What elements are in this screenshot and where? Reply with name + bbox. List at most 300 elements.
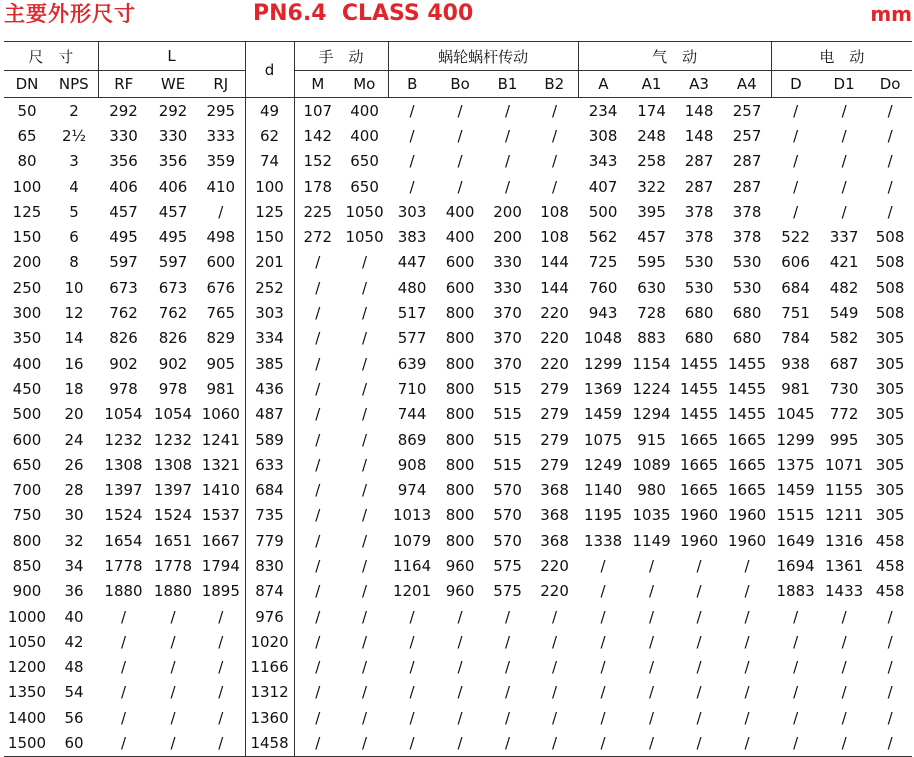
cell-a1: / [649, 658, 655, 677]
cell-m: / [315, 405, 321, 424]
cell-a3: / [696, 607, 702, 626]
cell-a1: 258 [637, 152, 666, 171]
cell-a1: 1089 [632, 455, 671, 474]
cell-d: 62 [245, 123, 294, 148]
cell-b: / [409, 683, 415, 702]
cell-a: 1459 [583, 405, 623, 424]
cell-rj: 295 [206, 101, 236, 120]
cell-we: 1054 [153, 405, 193, 424]
cell-mo: / [362, 304, 368, 323]
cell-d: 522 [781, 228, 810, 247]
cell-b: 1164 [392, 556, 432, 575]
cell-b1: 515 [493, 405, 522, 424]
cell-dn: 500 [12, 405, 42, 424]
cell-a: 562 [588, 228, 618, 247]
cell-mo: 1050 [345, 228, 384, 247]
cell-rf: 1054 [104, 405, 143, 424]
cell-rj: / [218, 632, 224, 651]
cell-a4: / [723, 730, 771, 756]
cell-bo: 400 [445, 228, 475, 247]
cell-rf: 1524 [104, 506, 143, 525]
cell-a1: 630 [637, 278, 666, 297]
cell-m: / [315, 253, 321, 272]
cell-rj: 1410 [201, 481, 240, 500]
cell-bo: / [457, 152, 463, 171]
cell-bo: 800 [445, 405, 475, 424]
cell-d: 385 [245, 351, 294, 376]
cell-do: 305 [875, 379, 905, 398]
cell-do: 305 [875, 481, 905, 500]
cell-rj: / [218, 683, 224, 702]
cell-d1: 1316 [825, 531, 864, 550]
cell-b1: 330 [493, 278, 522, 297]
cell-nps: 4 [69, 177, 79, 196]
cell-do: / [887, 152, 893, 171]
cell-a3: 1455 [679, 379, 719, 398]
cell-dn: 600 [12, 430, 42, 449]
cell-d: / [793, 126, 799, 145]
cell-m: 225 [303, 202, 333, 221]
column-header-d1: D1 [820, 71, 868, 98]
cell-d: 1299 [776, 430, 815, 449]
cell-a4: / [744, 658, 750, 677]
cell-we: 292 [158, 101, 188, 120]
cell-we: 1232 [153, 430, 193, 449]
cell-do: 305 [875, 329, 905, 348]
cell-d: 49 [245, 98, 294, 124]
cell-mo: / [362, 582, 368, 601]
cell-b2: / [552, 177, 558, 196]
cell-a1: / [628, 730, 675, 756]
cell-dn: 250 [12, 278, 42, 297]
cell-d: / [793, 708, 799, 727]
cell-d: 487 [245, 402, 294, 427]
cell-rj: 1321 [201, 455, 240, 474]
cell-nps: 18 [64, 379, 84, 398]
cell-a3: 1455 [679, 405, 719, 424]
cell-d1: 1071 [825, 455, 864, 474]
cell-b2: 279 [540, 430, 569, 449]
cell-d: / [793, 658, 799, 677]
cell-mo: / [362, 379, 368, 398]
cell-m: / [315, 379, 321, 398]
cell-a1: 728 [637, 304, 666, 323]
cell-b: 744 [397, 405, 427, 424]
cell-bo: 800 [445, 455, 475, 474]
cell-b1: 200 [493, 228, 522, 247]
cell-rf: 1397 [104, 481, 143, 500]
cell-rf: 978 [109, 379, 138, 398]
cell-a1: / [649, 607, 655, 626]
group-header-size: 尺 寸 [4, 42, 98, 71]
table-row [4, 250, 912, 275]
cell-rj: 1537 [201, 506, 240, 525]
cell-m: / [315, 430, 321, 449]
cell-d1: / [841, 126, 847, 145]
cell-dn: 125 [12, 202, 42, 221]
cell-a: 1338 [583, 531, 623, 550]
cell-nps: 2½ [61, 126, 87, 145]
cell-dn: 800 [12, 531, 42, 550]
cell-mo: / [362, 329, 368, 348]
cell-a1: / [649, 683, 655, 702]
cell-dn: 900 [12, 582, 42, 601]
cell-d: 1375 [776, 455, 815, 474]
cell-dn: 1000 [7, 607, 47, 626]
table-row [4, 604, 912, 629]
cell-do: 458 [875, 531, 905, 550]
cell-bo: 800 [445, 304, 475, 323]
cell-b1: 570 [493, 481, 522, 500]
cell-d: 303 [245, 300, 294, 325]
cell-d1: / [841, 658, 847, 677]
cell-we: 597 [158, 253, 188, 272]
cell-a1: 1035 [632, 506, 671, 525]
cell-a: 760 [588, 278, 618, 297]
cell-d1: 1433 [825, 582, 864, 601]
cell-do: 305 [875, 455, 905, 474]
cell-a: 1140 [583, 481, 623, 500]
cell-b2: 108 [540, 228, 569, 247]
cell-rj: 333 [206, 126, 236, 145]
cell-b1: 370 [493, 354, 522, 373]
cell-d: / [771, 730, 820, 756]
cell-rj: 1241 [201, 430, 240, 449]
cell-mo: / [362, 253, 368, 272]
cell-a3: / [696, 632, 702, 651]
cell-a1: 883 [637, 329, 666, 348]
cell-mo: / [362, 481, 368, 500]
cell-b: 639 [397, 354, 427, 373]
cell-m: / [315, 658, 321, 677]
cell-a4: / [744, 632, 750, 651]
cell-we: 1778 [153, 556, 193, 575]
cell-d1: 1361 [825, 556, 864, 575]
table-row [4, 528, 912, 553]
cell-b: 710 [397, 379, 427, 398]
cell-rf: 673 [109, 278, 138, 297]
cell-d1: / [841, 152, 847, 171]
cell-d: 684 [781, 278, 810, 297]
cell-d: 938 [781, 354, 810, 373]
cell-nps: 10 [64, 278, 84, 297]
dimensions-table [4, 41, 912, 757]
cell-nps: 32 [64, 531, 84, 550]
cell-a1: 980 [637, 481, 666, 500]
cell-dn: 1500 [4, 730, 50, 756]
cell-a4: 1455 [727, 405, 767, 424]
column-header-b2: B2 [531, 71, 578, 98]
cell-a4: 257 [732, 126, 762, 145]
table-row [4, 452, 912, 477]
cell-nps: 36 [64, 582, 84, 601]
cell-a4: 1665 [727, 455, 767, 474]
cell-b2: 368 [540, 506, 569, 525]
cell-b: / [409, 126, 415, 145]
cell-rf: 826 [109, 329, 138, 348]
cell-b: / [409, 101, 415, 120]
cell-d1: / [841, 101, 847, 120]
table-row [4, 402, 912, 427]
cell-d1: 582 [829, 329, 859, 348]
cell-d: 735 [245, 503, 294, 528]
cell-d: 125 [245, 199, 294, 224]
cell-dn: 200 [12, 253, 42, 272]
cell-bo: 800 [445, 379, 475, 398]
cell-d: / [793, 152, 799, 171]
cell-a1: / [649, 556, 655, 575]
cell-do: 305 [875, 354, 905, 373]
cell-dn: 700 [12, 481, 42, 500]
cell-d1: / [841, 202, 847, 221]
unit-label: mm [870, 2, 912, 26]
cell-d1: 549 [829, 304, 859, 323]
cell-a3: 1455 [679, 354, 719, 373]
table-row [4, 123, 912, 148]
group-header-worm-gear: 蜗轮蜗杆传动 [388, 42, 578, 71]
column-header-row [4, 71, 912, 98]
cell-dn: 300 [12, 304, 42, 323]
cell-d: 150 [245, 224, 294, 249]
cell-d: 74 [245, 149, 294, 174]
cell-b1: / [505, 658, 511, 677]
cell-dn: 1200 [7, 658, 47, 677]
cell-bo: / [436, 730, 484, 756]
cell-we: / [149, 730, 197, 756]
cell-d1: 337 [829, 228, 859, 247]
cell-bo: 800 [445, 329, 475, 348]
cell-we: 1880 [153, 582, 193, 601]
cell-rj: 1895 [201, 582, 240, 601]
cell-d1: 772 [829, 405, 859, 424]
cell-d: 606 [781, 253, 810, 272]
pressure-class-title: PN6.4 CLASS 400 [253, 1, 474, 26]
cell-a1: 457 [637, 228, 666, 247]
cell-we: 902 [158, 354, 188, 373]
cell-d: 1694 [776, 556, 815, 575]
cell-a4: / [744, 607, 750, 626]
cell-b1: / [505, 607, 511, 626]
cell-d: 633 [245, 452, 294, 477]
cell-d: 830 [245, 553, 294, 578]
cell-we: 406 [158, 177, 188, 196]
cell-d1: 482 [829, 278, 859, 297]
cell-d: 1883 [776, 582, 815, 601]
cell-a: 343 [588, 152, 618, 171]
cell-nps: 6 [69, 228, 79, 247]
cell-we: 1397 [153, 481, 193, 500]
cell-a: 1195 [583, 506, 623, 525]
cell-a: 308 [588, 126, 618, 145]
column-header-a4: A4 [723, 71, 771, 98]
cell-a4: 1960 [727, 531, 767, 550]
group-header-manual: 手 动 [294, 42, 388, 71]
column-header-dn: DN [4, 71, 50, 98]
cell-m: 272 [303, 228, 333, 247]
cell-b: / [409, 607, 415, 626]
cell-m: / [315, 632, 321, 651]
cell-bo: 960 [445, 582, 475, 601]
cell-b2: / [531, 730, 578, 756]
cell-a1: 248 [637, 126, 666, 145]
cell-a1: 174 [637, 101, 666, 120]
cell-bo: / [457, 658, 463, 677]
cell-a4: 1665 [727, 430, 767, 449]
cell-rf: 406 [109, 177, 138, 196]
cell-nps: 48 [64, 658, 84, 677]
group-header-electric: 电 动 [771, 42, 912, 71]
cell-we: 1651 [153, 531, 193, 550]
cell-a3: 287 [684, 177, 714, 196]
cell-b: 447 [397, 253, 427, 272]
cell-d: 589 [245, 427, 294, 452]
cell-d1: 421 [829, 253, 859, 272]
cell-a: / [578, 730, 628, 756]
cell-nps: 14 [64, 329, 84, 348]
cell-m: / [315, 304, 321, 323]
cell-a4: 378 [732, 228, 762, 247]
cell-do: / [887, 607, 893, 626]
cell-b: 480 [397, 278, 427, 297]
cell-a3: 530 [684, 253, 714, 272]
cell-a3: / [696, 708, 702, 727]
cell-d: / [793, 683, 799, 702]
cell-a: 1369 [583, 379, 623, 398]
cell-a: 1075 [583, 430, 623, 449]
cell-b2: 220 [540, 329, 569, 348]
cell-d: 1458 [245, 730, 294, 756]
cell-a1: 1154 [632, 354, 671, 373]
cell-a1: 322 [637, 177, 666, 196]
cell-nps: 28 [64, 481, 84, 500]
cell-d: 1166 [245, 655, 294, 680]
cell-nps: 54 [64, 683, 84, 702]
cell-a4: / [744, 582, 750, 601]
cell-we: 1524 [153, 506, 193, 525]
cell-a1: / [649, 582, 655, 601]
cell-rf: / [120, 708, 127, 727]
cell-do: / [887, 202, 893, 221]
cell-b1: / [505, 126, 511, 145]
cell-rf: 1232 [104, 430, 143, 449]
cell-rj: 981 [206, 379, 236, 398]
cell-b2: / [552, 683, 558, 702]
cell-dn: 750 [12, 506, 42, 525]
cell-mo: / [362, 708, 368, 727]
cell-a1: / [649, 632, 655, 651]
table-row [4, 300, 912, 325]
cell-m: / [315, 278, 321, 297]
cell-mo: / [362, 278, 368, 297]
cell-dn: 1350 [7, 683, 47, 702]
cell-bo: 960 [445, 556, 475, 575]
cell-we: / [170, 632, 176, 651]
cell-a: / [600, 632, 606, 651]
cell-m: / [315, 556, 321, 575]
cell-bo: / [457, 126, 463, 145]
cell-do: / [887, 101, 893, 120]
cell-d: 1459 [776, 481, 815, 500]
cell-dn: 1400 [7, 708, 47, 727]
cell-b2: 220 [540, 304, 569, 323]
cell-we: / [170, 683, 176, 702]
cell-rf: 762 [109, 304, 138, 323]
cell-a: / [600, 708, 606, 727]
cell-do: / [887, 177, 893, 196]
cell-m: 178 [303, 177, 333, 196]
cell-we: 1308 [153, 455, 193, 474]
table-row [4, 680, 912, 705]
cell-a4: 1960 [727, 506, 767, 525]
cell-a4: 287 [732, 177, 762, 196]
cell-rf: / [120, 607, 127, 626]
cell-b2: / [552, 126, 558, 145]
cell-a: / [600, 658, 606, 677]
cell-b2: 279 [540, 405, 569, 424]
cell-d: 1515 [776, 506, 815, 525]
table-row [4, 351, 912, 376]
cell-a3: 680 [684, 329, 714, 348]
cell-m: / [315, 354, 321, 373]
cell-dn: 65 [17, 126, 37, 145]
cell-a4: / [744, 556, 750, 575]
cell-d: 436 [245, 376, 294, 401]
cell-a3: 148 [684, 101, 714, 120]
cell-we: 356 [158, 152, 188, 171]
table-row [4, 579, 912, 604]
cell-bo: / [457, 708, 463, 727]
column-header-rf: RF [98, 71, 149, 98]
cell-nps: 30 [64, 506, 84, 525]
cell-nps: 60 [50, 730, 98, 756]
cell-a4: 680 [732, 304, 762, 323]
cell-rf: 1880 [104, 582, 143, 601]
cell-we: / [170, 708, 176, 727]
cell-d: 1045 [776, 405, 815, 424]
cell-a: / [600, 582, 606, 601]
cell-b2: 220 [540, 556, 569, 575]
cell-b2: / [552, 658, 558, 677]
group-header-row [4, 42, 912, 71]
cell-mo: / [362, 405, 368, 424]
cell-d: / [793, 202, 799, 221]
cell-nps: 26 [64, 455, 84, 474]
table-row [4, 326, 912, 351]
column-header-a: A [578, 71, 628, 98]
cell-rj: 829 [206, 329, 236, 348]
cell-do: / [887, 683, 893, 702]
table-row [4, 376, 912, 401]
cell-b2: 368 [540, 531, 569, 550]
cell-m: / [315, 607, 321, 626]
table-row [4, 477, 912, 502]
column-header-b: B [388, 71, 436, 98]
cell-dn: 450 [12, 379, 42, 398]
cell-d: 751 [781, 304, 810, 323]
cell-a3: / [696, 582, 702, 601]
cell-b1: / [484, 730, 531, 756]
cell-d1: 687 [829, 354, 859, 373]
cell-nps: 56 [64, 708, 84, 727]
cell-a3: 1960 [679, 506, 719, 525]
cell-mo: / [362, 607, 368, 626]
cell-do: 508 [875, 228, 905, 247]
cell-b2: 279 [540, 455, 569, 474]
cell-a: / [600, 607, 606, 626]
cell-b: / [409, 152, 415, 171]
cell-rj: / [218, 607, 224, 626]
cell-a: 943 [588, 304, 618, 323]
